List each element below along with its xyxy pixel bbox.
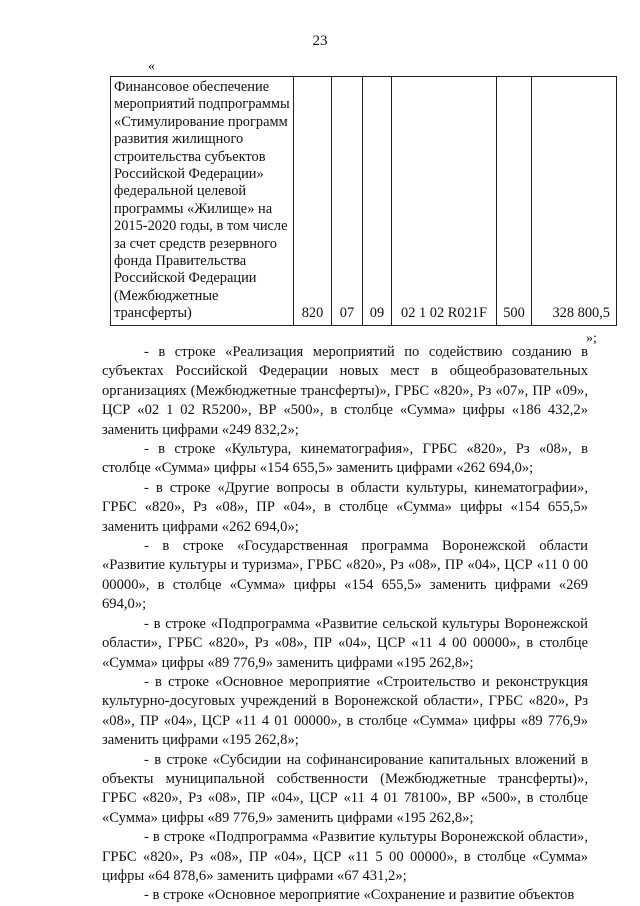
amendment-paragraph: - в строке «Культура, кинематография», ГРБС «820», Рз «08», в столбце «Сумма» цифры «154 655,5» заменить цифрами «262 694,0»;	[102, 441, 588, 477]
amendment-paragraph: - в строке «Подпрограмма «Развитие культуры Воронежской области», ГРБС «820», Рз «08», ПР «04», ЦСР «11 5 00 00000», в столбце «Сумма» цифры «64 878,6» заменить цифрами «67 431,2»;	[102, 829, 588, 884]
csr-value: 02 1 02 R021F	[401, 305, 487, 322]
rz-value: 07	[339, 305, 355, 322]
csr-cell	[392, 77, 497, 326]
amendment-paragraph: - в строке «Субсидии на софинансирование капитальных вложений в объекты муниципальной собственности (Межбюджетные трансферты)», ГРБС «820», Рз «08», ПР «04», ЦСР «11 4 01 78100», ВР «500», в столбце «Сумма» цифры «89 776,9» заменить цифрами «195 262,8»;	[102, 751, 588, 826]
vr-value: 500	[503, 305, 525, 322]
rz-cell	[332, 77, 363, 326]
amendment-paragraph: - в строке «Государственная программа Воронежской области «Развитие культуры и туризма», ГРБС «820», Рз «08», ПР «04», ЦСР «11 0 00 00000», в столбце «Сумма» цифры «154 655,5» заменить цифрами «269 694,0»;	[102, 538, 588, 613]
grbs-cell	[294, 77, 332, 326]
pr-value: 09	[369, 305, 385, 322]
amendment-text	[102, 343, 588, 906]
grbs-value: 820	[301, 305, 324, 322]
amendment-paragraph: - в строке «Подпрограмма «Развитие сельской культуры Воронежской области», ГРБС «820», Рз «08», ПР «04», ЦСР «11 4 00 00000», в столбце «Сумма» цифры «89 776,9» заменить цифрами «195 262,8»;	[102, 615, 588, 671]
amendment-paragraph: - в строке «Основное мероприятие «Сохранение и развитие объектов	[144, 887, 575, 904]
sum-value: 328 800,5	[552, 305, 610, 322]
amendment-paragraph: - в строке «Основное мероприятие «Строительство и реконструкция культурно-досуговых учреждений в Воронежской области», ГРБС «820», Рз «08», ПР «04», ЦСР «11 4 01 00000», в столбце «Сумма» цифры «89 776,9» заменить цифрами «195 262,8»;	[102, 673, 588, 749]
sum-cell	[532, 77, 617, 326]
amendment-paragraph: - в строке «Другие вопросы в области культуры, кинематографии», ГРБС «820», Рз «08», ПР «04», в столбце «Сумма» цифры «154 655,5» заменить цифрами «262 694,0»;	[102, 479, 588, 535]
table-row	[111, 77, 617, 326]
closing-quote-mark: »;	[586, 331, 597, 346]
amendment-paragraph: - в строке «Реализация мероприятий по содействию созданию в субъектах Российской Федерации новых мест в общеобразовательных организациях (Межбюджетные трансферты)», ГРБС «820», Рз «07», ПР «09», ЦСР «02 1 02 R5200», ВР «500», в столбце «Сумма» цифры «186 432,2» заменить цифрами «249 832,2»;	[102, 344, 588, 438]
expense-name-cell: Финансовое обеспечение мероприятий подпрограммы «Стимулирование программ развития жилищного строительства субъектов Российской Федерации» федеральной целевой программы «Жилище» на 2015-2020 годы, в том числе за счет средств резервного фонда Правительства Российской Федерации (Межбюджетные трансферты)	[111, 77, 294, 326]
opening-quote-mark: «	[148, 59, 155, 74]
page-number: 23	[312, 33, 328, 49]
budget-table	[110, 76, 617, 326]
vr-cell	[497, 77, 532, 326]
pr-cell	[363, 77, 392, 326]
